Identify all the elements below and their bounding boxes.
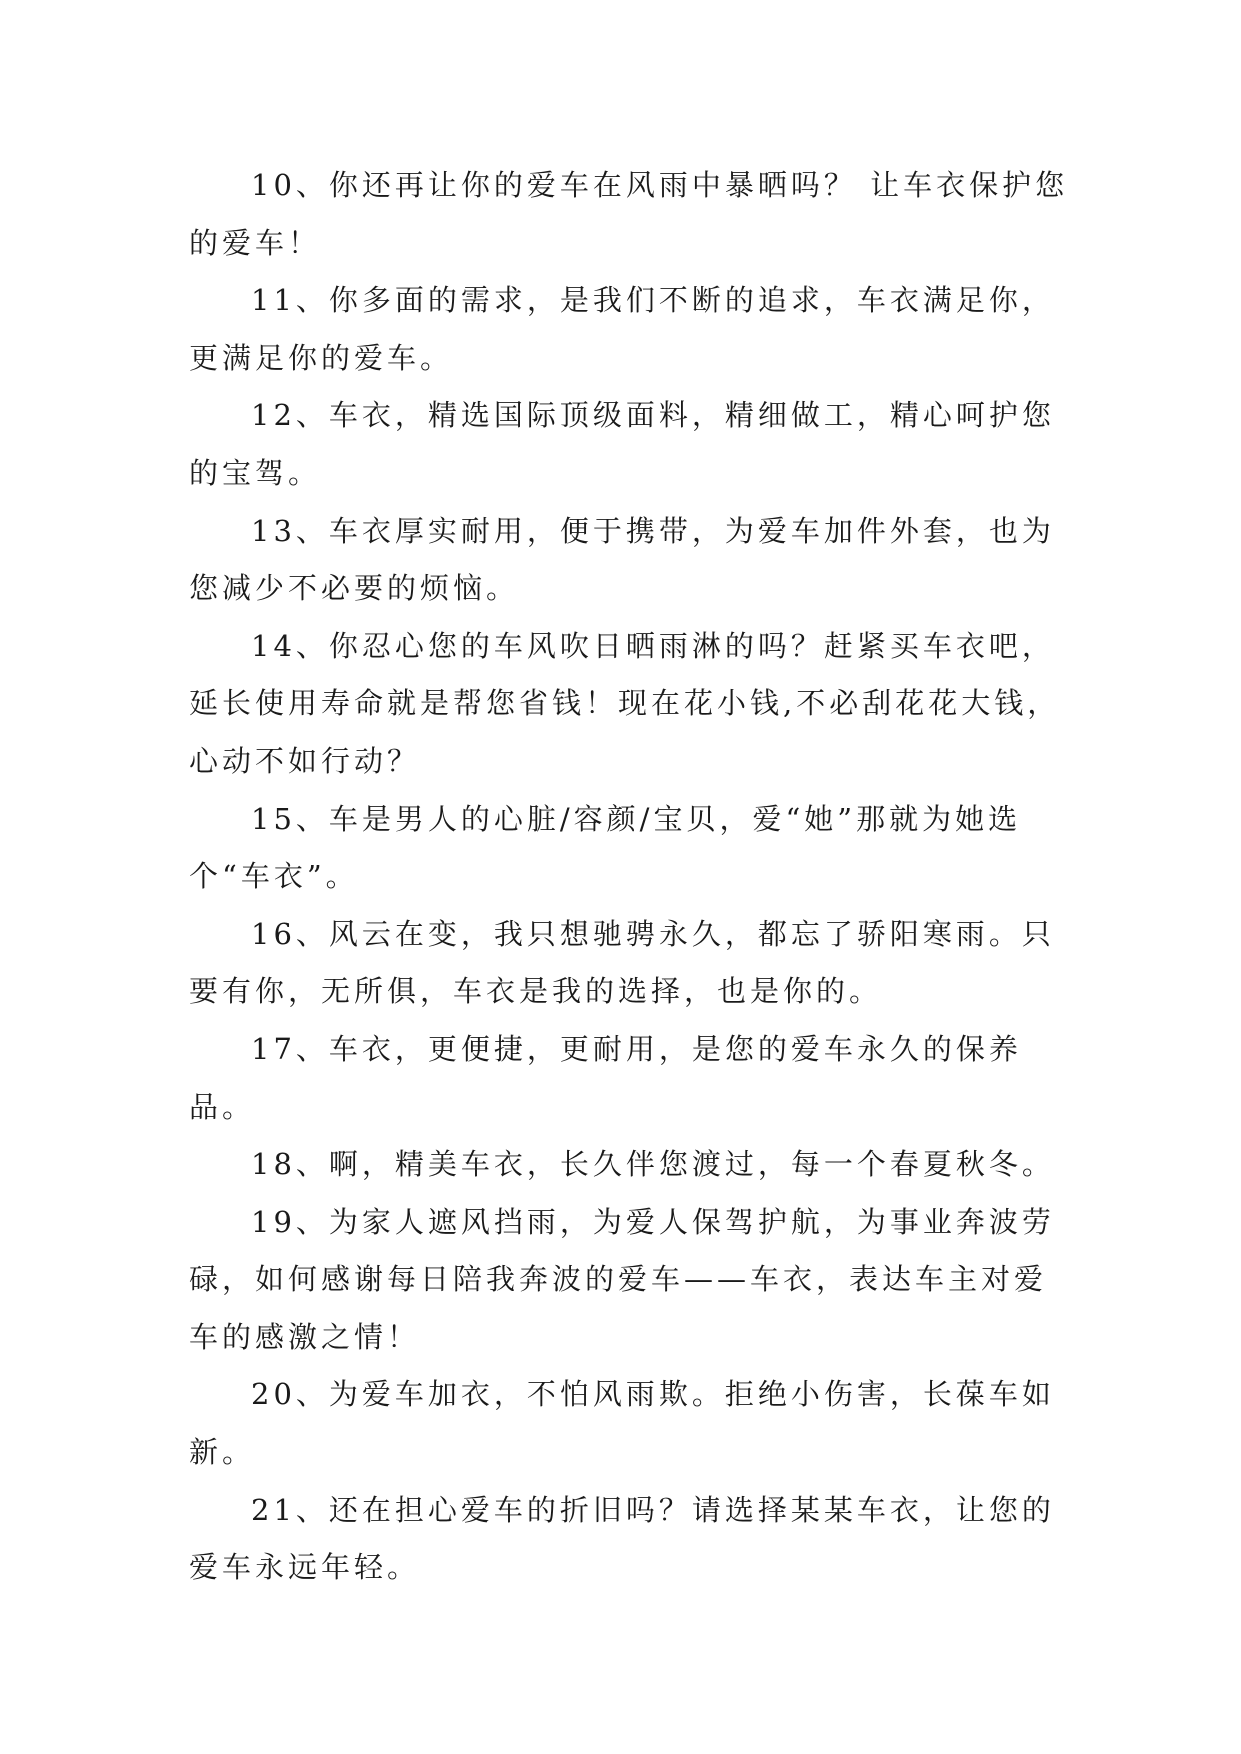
paragraph-14: 14、你忍心您的车风吹日晒雨淋的吗？赶紧买车衣吧，延长使用寿命就是帮您省钱！现在花小钱,不必刮花花大钱，心动不如行动？ [189, 628, 1061, 778]
paragraph-13: 13、车衣厚实耐用，便于携带，为爱车加件外套，也为您减少不必要的烦恼。 [189, 513, 1055, 606]
paragraph-15: 15、车是男人的心脏/容颜/宝贝，爱“她”那就为她选个“车衣”。 [189, 801, 1022, 894]
paragraph-20: 20、为爱车加衣，不怕风雨欺。拒绝小伤害，长葆车如新。 [189, 1377, 1055, 1470]
paragraph-18: 18、啊，精美车衣，长久伴您渡过，每一个春夏秋冬。 [251, 1147, 1055, 1182]
paragraph-11: 11、你多面的需求，是我们不断的追求，车衣满足你，更满足你的爱车。 [189, 283, 1055, 375]
paragraph-17: 17、车衣，更便捷，更耐用，是您的爱车永久的保养品。 [189, 1031, 1022, 1124]
document-body [189, 157, 1069, 1597]
paragraph-10: 10、你还再让你的爱车在风雨中暴晒吗？ 让车衣保护您的爱车！ [189, 168, 1069, 260]
paragraph-16: 16、风云在变，我只想驰骋永久，都忘了骄阳寒雨。只要有你，无所俱，车衣是我的选择，也是你的。 [189, 916, 1055, 1009]
paragraph-19: 19、为家人遮风挡雨，为爱人保驾护航，为事业奔波劳碌，如何感谢每日陪我奔波的爱车——车衣，表达车主对爱车的感激之情！ [189, 1204, 1055, 1354]
paragraph-12: 12、车衣，精选国际顶级面料，精细做工，精心呵护您的宝驾。 [189, 398, 1055, 490]
paragraph-21: 21、还在担心爱车的折旧吗？请选择某某车衣，让您的爱车永远年轻。 [189, 1492, 1055, 1585]
